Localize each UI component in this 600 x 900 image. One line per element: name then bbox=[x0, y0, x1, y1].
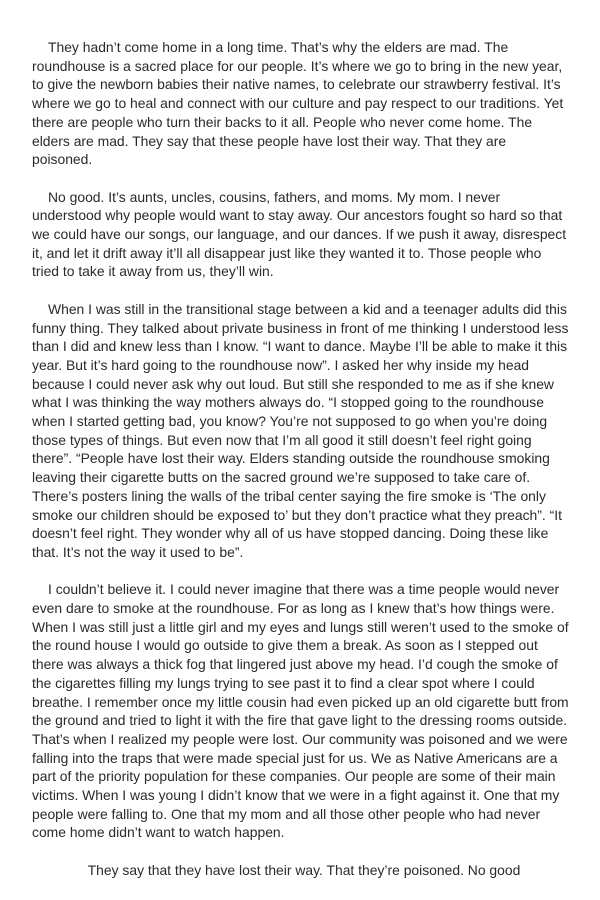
paragraph-2: No good. It’s aunts, uncles, cousins, fathers, and moms. My mom. I never understood why people would want to stay away. Our ancestors fought so hard so that we could have our songs, our language, and our dances. If we push it away, disrespect it, and let it drift away it’ll all disappear just like they wanted it to. Those people who tried to take it away from us, they’ll win. bbox=[32, 188, 567, 280]
paragraph-3: When I was still in the transitional stage between a kid and a teenager adults did this funny thing. They talked about private business in front of me thinking I understood less than I did and knew less than I know. “I want to dance. Maybe I’ll be able to make it this year. But it’s hard going to the roundhouse now”. I asked her why inside my head because I could never ask why out loud. But still she responded to me as if she knew what I was thinking the way mothers always do. “I stopped going to the roundhouse when I started getting bad, you know? You’re not supposed to go when you’re doing those types of things. But even now that I’m all good it still doesn’t feel right going there”. “People have lost their way. Elders standing outside the roundhouse smoking leaving their cigarette butts on the sacred ground we’re supposed to take care of. There’s posters lining the walls of the tribal center saying the fire smoke is ‘The only smoke our children should be exposed to’ but they don’t practice what they preach”. “It doesn’t feel right. They wonder why all of us have stopped dancing. Doing these like that. It’s not the way it used to be”. bbox=[32, 300, 569, 560]
closing-line: They say that they have lost their way. That they’re poisoned. No good bbox=[87, 861, 521, 878]
paragraph-4: I couldn’t believe it. I could never imagine that there was a time people would never even dare to smoke at the roundhouse. For as long as I knew that’s how things were. When I was still just a little girl and my eyes and lungs still weren’t used to the smoke of the round house I would go outside to give them a break. As soon as I stepped out there was always a thick fog that lingered just above my head. I’d cough the smoke of the cigarettes filling my lungs trying to see past it to find a clear spot where I could breathe. I remember once my little cousin had even picked up an old cigarette butt from the ground and tried to light it with the fire that gave light to the dressing rooms outside. That’s when I realized my people were lost. Our community was poisoned and we were falling into the traps that were made special just for us. We as Native Americans are a part of the priority population for these companies. Our people are some of their main victims. When I was young I didn’t know that we were in a fight against it. One that my people were falling to. One that my mom and all those other people who had never come home didn’t want to watch happen. bbox=[32, 581, 569, 841]
paragraph-1: They hadn’t come home in a long time. That’s why the elders are mad. The roundhouse is a sacred place for our people. It’s where we go to bring in the new year, to give the newborn babies their native names, to celebrate our strawberry festival. It’s where we go to heal and connect with our culture and pay respect to our traditions. Yet there are people who turn their backs to it all. People who never come home. The elders are mad. They say that these people have lost their way. That they are poisoned. bbox=[32, 39, 564, 168]
